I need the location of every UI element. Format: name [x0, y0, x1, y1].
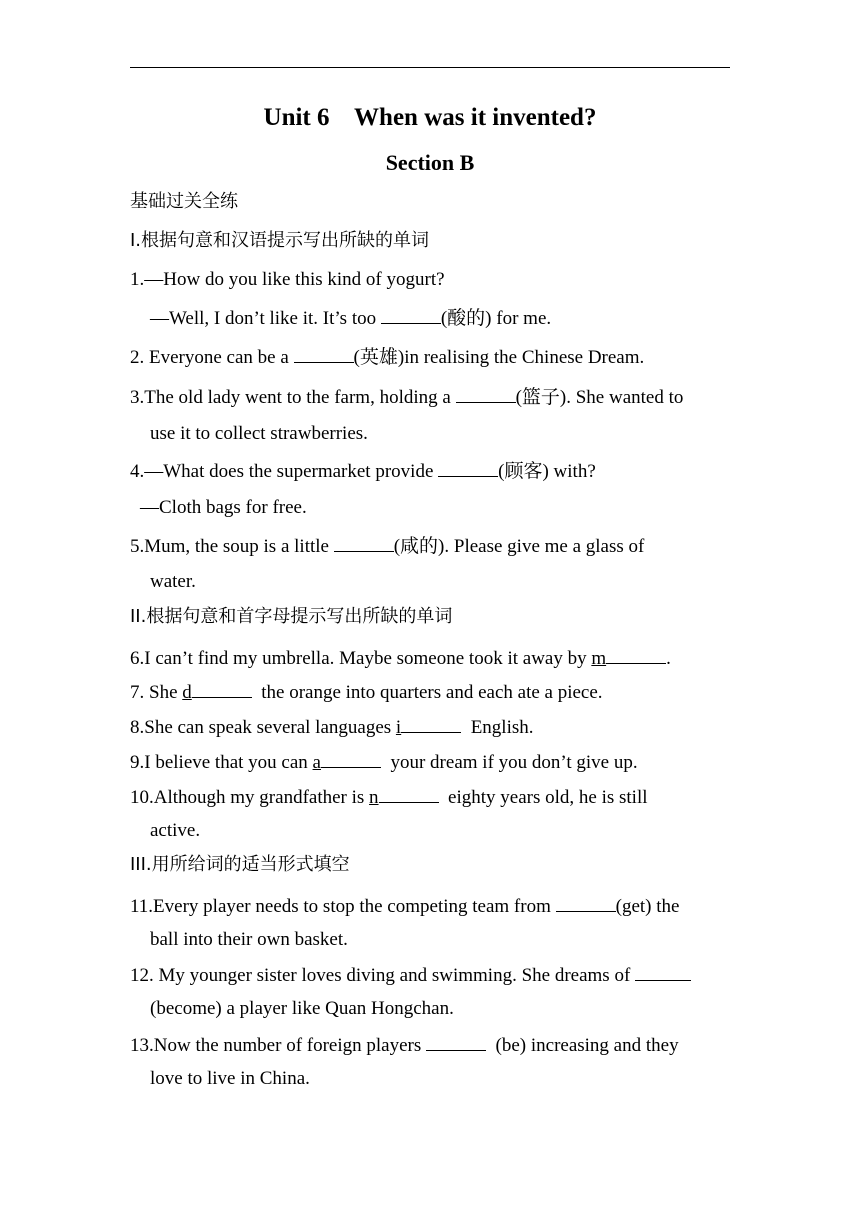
question-5-continuation: water. [150, 571, 196, 592]
answer-blank[interactable] [456, 384, 516, 403]
question-10 [130, 784, 648, 810]
question-text: 9.I believe that you can [130, 752, 313, 773]
first-letter-hint: m [591, 648, 607, 669]
question-text: 8.She can speak several languages [130, 717, 396, 738]
question-text: 11.Every player needs to stop the competing team from [130, 896, 556, 917]
question-text: (咸的). Please give me a glass of [393, 536, 645, 557]
question-7 [130, 679, 603, 705]
section-heading: I.根据句意和汉语提示写出所缺的单词 [130, 230, 430, 251]
answer-blank[interactable] [294, 344, 354, 363]
question-text: (顾客) with? [498, 461, 596, 482]
question-text: . [666, 648, 671, 669]
question-text: 7. She [130, 682, 183, 703]
header-rule [130, 67, 730, 68]
question-1-reply [150, 305, 551, 331]
answer-blank[interactable] [556, 893, 616, 912]
question-3-continuation: use it to collect strawberries. [150, 423, 368, 444]
first-letter-hint: i [395, 717, 402, 738]
question-4-reply: —Cloth bags for free. [140, 497, 307, 518]
section-heading: II.根据句意和首字母提示写出所缺的单词 [130, 606, 453, 627]
section-heading: III.用所给词的适当形式填空 [130, 854, 350, 875]
answer-blank[interactable] [401, 714, 461, 733]
page-title: Unit 6 When was it invented? [263, 104, 597, 131]
question-13 [130, 1032, 679, 1058]
section-subtitle: Section B [385, 150, 475, 175]
answer-blank[interactable] [438, 458, 498, 477]
question-text: 6.I can’t find my umbrella. Maybe someone took it away by [130, 648, 592, 669]
question-1-prompt: 1.—How do you like this kind of yogurt? [130, 269, 445, 290]
answer-blank[interactable] [192, 679, 252, 698]
answer-blank[interactable] [321, 749, 381, 768]
question-2 [130, 344, 644, 370]
question-12 [130, 962, 691, 988]
answer-blank[interactable] [334, 533, 394, 552]
first-letter-hint: n [369, 787, 379, 808]
question-text: (get) the [615, 896, 680, 917]
question-text: English. [461, 717, 534, 738]
question-5 [130, 533, 644, 559]
question-text: 13.Now the number of foreign players [130, 1035, 427, 1056]
question-text: 3.The old lady went to the farm, holding a [130, 387, 456, 408]
answer-blank[interactable] [426, 1032, 486, 1051]
question-13-continuation: love to live in China. [150, 1068, 310, 1089]
answer-blank[interactable] [606, 645, 666, 664]
question-8 [130, 714, 534, 740]
question-11 [130, 893, 679, 919]
question-text: (酸的) for me. [440, 308, 552, 329]
question-text: 4.—What does the supermarket provide [130, 461, 439, 482]
question-3 [130, 384, 683, 410]
question-text: the orange into quarters and each ate a piece. [251, 682, 603, 703]
question-12-continuation: (become) a player like Quan Hongchan. [150, 998, 454, 1019]
exercise-category: 基础过关全练 [130, 191, 238, 212]
first-letter-hint: d [182, 682, 192, 703]
answer-blank[interactable] [635, 962, 691, 981]
question-6 [130, 645, 671, 671]
question-text: your dream if you don’t give up. [380, 752, 638, 773]
first-letter-hint: a [312, 752, 321, 773]
question-text: —Well, I don’t like it. It’s too [150, 308, 381, 329]
question-9 [130, 749, 638, 775]
question-11-continuation: ball into their own basket. [150, 929, 348, 950]
question-text: 10.Although my grandfather is [130, 787, 370, 808]
question-text: 2. Everyone can be a [130, 347, 294, 368]
question-text: 12. My younger sister loves diving and swimming. She dreams of [130, 965, 636, 986]
question-10-continuation: active. [150, 820, 201, 841]
question-text: eighty years old, he is still [438, 787, 648, 808]
answer-blank[interactable] [379, 784, 439, 803]
question-text: 5.Mum, the soup is a little [130, 536, 334, 557]
question-text: (篮子). She wanted to [515, 387, 684, 408]
answer-blank[interactable] [381, 305, 441, 324]
question-4 [130, 458, 596, 484]
question-text: (be) increasing and they [486, 1035, 679, 1056]
question-text: (英雄)in realising the Chinese Dream. [353, 347, 645, 368]
